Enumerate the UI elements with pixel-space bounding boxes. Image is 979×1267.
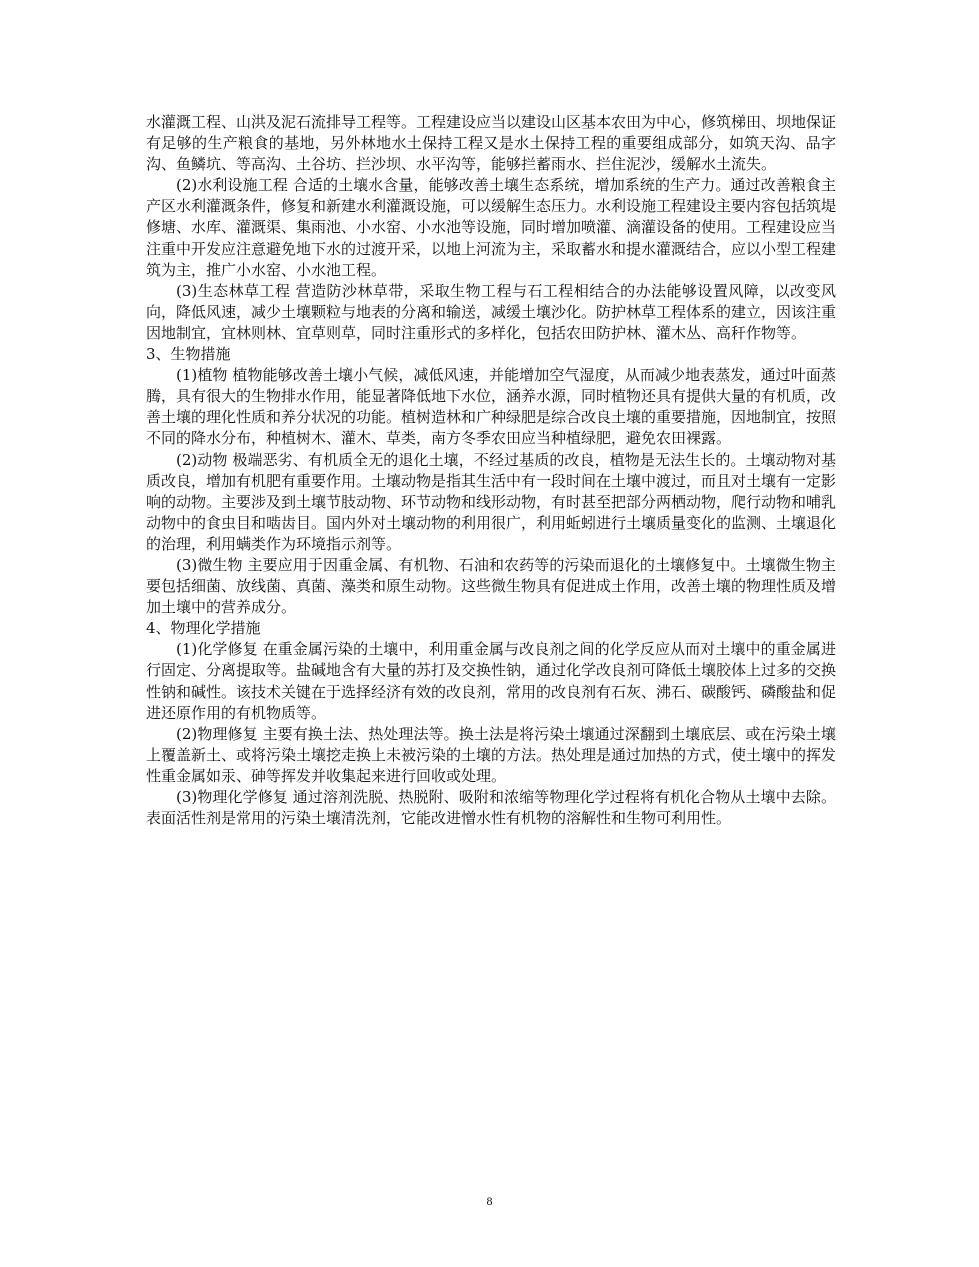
page-number: 8 — [486, 1194, 493, 1208]
paragraph-physicochemical-remediation: (3)物理化学修复 通过溶剂洗脱、热脱附、吸附和浓缩等物理化学过程将有机化合物从土壤中去除。表面活性剂是常用的污染土壤清洗剂，它能改进憎水性有机物的溶解性和生物可利用性。 — [146, 788, 836, 828]
paragraph-chemical-remediation: (1)化学修复 在重金属污染的土壤中，利用重金属与改良剂之间的化学反应从而对土壤中的重金属进行固定、分离提取等。盐碱地含有大量的苏打及交换性钠，通过化学改良剂可降低土壤胶体上过多的交换性钠和碱性。该技术关键在于选择经济有效的改良剂，常用的改良剂有石灰、沸石、碳酸钙、磷酸盐和促进还原作用的有机物质等。 — [146, 640, 837, 722]
heading-biological-measures: 3、生物措施 — [146, 345, 231, 364]
paragraph-plants: (1)植物 植物能够改善土壤小气候，减低风速，并能增加空气湿度，从而减少地表蒸发，通过叶面蒸腾，具有很大的生物排水作用，能显著降低地下水位，涵养水源，同时植物还具有提供大量的有机质，改善土壤的理化性质和养分状况的功能。植树造林和广种绿肥是综合改良土壤的重要措施，因地制宜，按照不同的降水分布，种植树木、灌木、草类，南方冬季农田应当种植绿肥，避免农田裸露。 — [146, 366, 837, 448]
document-body — [146, 112, 836, 829]
paragraph-physical-remediation: (2)物理修复 主要有换土法、热处理法等。换土法是将污染土壤通过深翻到土壤底层、或在污染土壤上覆盖新土、或将污染土壤挖走换上未被污染的土壤的方法。热处理是通过加热的方式，使土壤中的挥发性重金属如汞、砷等挥发并收集起来进行回收或处理。 — [146, 724, 837, 785]
paragraph-engineering-continued: 水灌溉工程、山洪及泥石流排导工程等。工程建设应当以建设山区基本农田为中心，修筑梯田、坝地保证有足够的生产粮食的基地，另外林地水土保持工程又是水土保持工程的重要组成部分，如筑天沟、品字沟、鱼鳞坑、等高沟、土谷坊、拦沙坝、水平沟等，能够拦蓄雨水、拦住泥沙，缓解水土流失。 — [146, 113, 837, 174]
paragraph-animals: (2)动物 极端恶劣、有机质全无的退化土壤，不经过基质的改良，植物是无法生长的。土壤动物对基质改良，增加有机肥有重要作用。土壤动物是指其生活中有一段时间在土壤中渡过，而且对土壤有一定影响的动物。主要涉及到土壤节肢动物、环节动物和线形动物，有时甚至把部分两栖动物，爬行动物和哺乳动物中的食虫目和啮齿目。国内外对土壤动物的利用很广，利用蚯蚓进行土壤质量变化的监测、土壤退化的治理，利用螨类作为环境指示剂等。 — [146, 450, 837, 553]
heading-physical-chemical-measures: 4、物理化学措施 — [146, 619, 261, 638]
paragraph-forest-grass: (3)生态林草工程 营造防沙林草带，采取生物工程与石工程相结合的办法能够设置风障，以改变风向，降低风速，减少土壤颗粒与地表的分离和输送，减缓土壤沙化。防护林草工程体系的建立，因该注重因地制宜，宜林则林、宜草则草，同时注重形式的多样化，包括农田防护林、灌木丛、高秆作物等。 — [146, 281, 837, 342]
paragraph-microbes: (3)微生物 主要应用于因重金属、有机物、石油和农药等的污染而退化的土壤修复中。土壤微生物主要包括细菌、放线菌、真菌、藻类和原生动物。这些微生物具有促进成土作用，改善土壤的物理性质及增加土壤中的营养成分。 — [146, 555, 837, 617]
paragraph-water-facilities: (2)水利设施工程 合适的土壤水含量，能够改善土壤生态系统，增加系统的生产力。通过改善粮食主产区水利灌溉条件，修复和新建水利灌溉设施，可以缓解生态压力。水利设施工程建设主要内容包括筑堤修塘、水库、灌溉渠、集雨池、小水窑、小水池等设施，同时增加喷灌、滴灌设备的使用。工程建设应当注重中开发应注意避免地下水的过渡开采，以地上河流为主，采取蓄水和提水灌溉结合，应以小型工程建筑为主，推广小水窑、小水池工程。 — [146, 176, 837, 279]
